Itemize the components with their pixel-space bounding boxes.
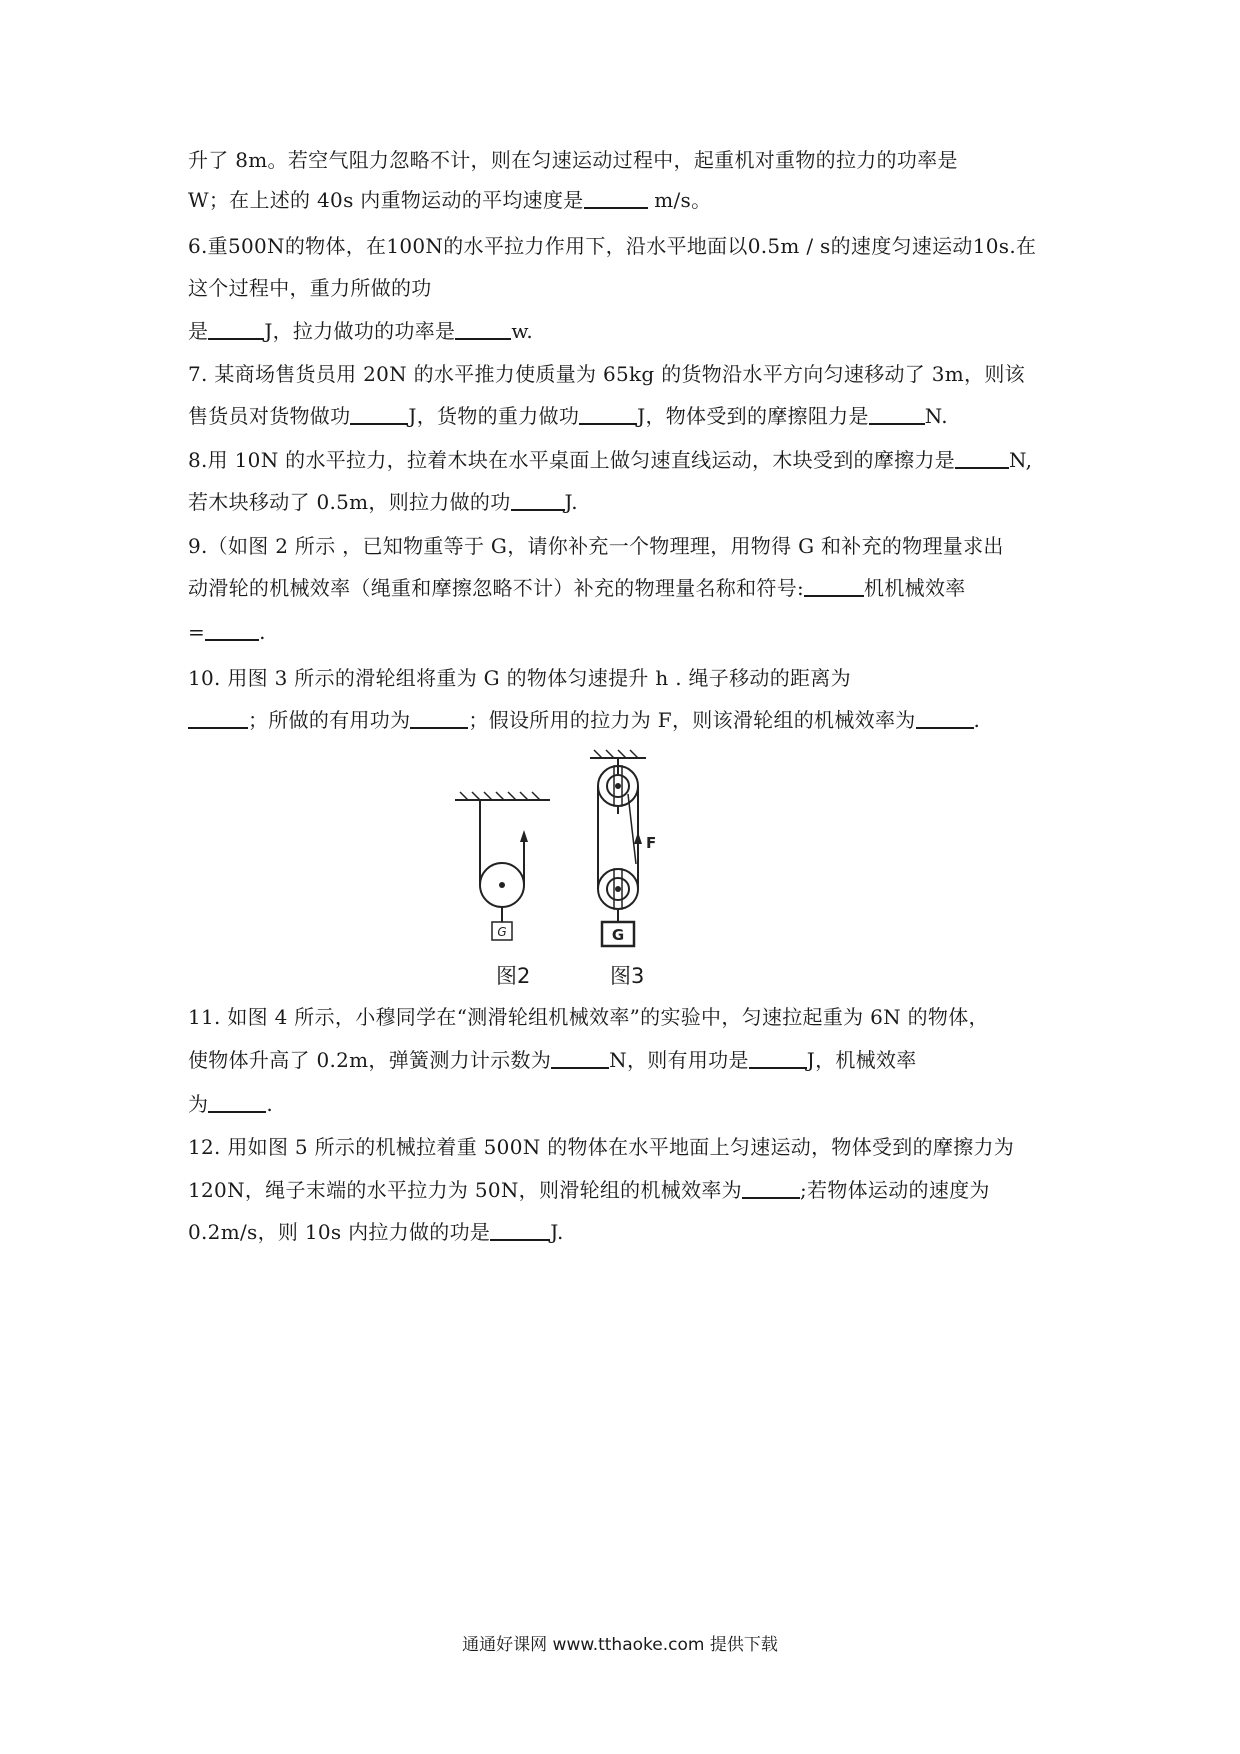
text-segment: N. xyxy=(924,404,948,428)
text-segment: ；所做的有用功为 xyxy=(248,708,411,732)
text-segment: 使物体升高了 0.2m，弹簧测力计示数为 xyxy=(188,1048,552,1072)
text-segment: 升了 8m。若空气阻力忽略不计，则在匀速运动过程中，起重机对重物的拉力的功率是 xyxy=(188,148,958,172)
ceiling-support xyxy=(590,750,646,758)
text-segment: J. xyxy=(564,490,578,514)
answer-blank[interactable] xyxy=(742,1177,800,1199)
movable-pulley-axle xyxy=(615,886,621,892)
text-segment: 12. 用如图 5 所示的机械拉着重 500N 的物体在水平地面上匀速运动，物体受到的摩擦力为 xyxy=(188,1135,1015,1159)
text-segment: . xyxy=(259,620,266,644)
figure-3-caption: 图3 xyxy=(610,964,645,988)
question-12-line xyxy=(188,1218,564,1246)
text-segment: ；假设所用的拉力为 F，则该滑轮组的机械效率为 xyxy=(468,708,916,732)
text-segment: = xyxy=(188,620,206,644)
text-segment: 为 xyxy=(188,1092,209,1116)
answer-blank[interactable] xyxy=(804,575,864,597)
text-segment: 这个过程中，重力所做的功 xyxy=(188,276,432,300)
text-segment: J，拉力做功的功率是 xyxy=(264,319,456,343)
text-line xyxy=(188,146,958,174)
weight-label: G xyxy=(611,926,625,944)
text-segment: . xyxy=(266,1092,273,1116)
question-11-line xyxy=(188,1003,989,1031)
answer-blank[interactable] xyxy=(350,403,408,425)
answer-blank[interactable] xyxy=(749,1047,807,1069)
arrow-up-icon xyxy=(634,832,642,844)
answer-blank[interactable] xyxy=(511,489,565,511)
question-8-line xyxy=(188,446,1032,474)
question-12-line xyxy=(188,1176,990,1204)
answer-blank[interactable] xyxy=(869,403,925,425)
figure-2-caption: 图2 xyxy=(496,964,531,988)
figure-3-pulley-block-diagram xyxy=(588,744,688,959)
text-segment: N，则有用功是 xyxy=(609,1048,749,1072)
question-6-line xyxy=(188,274,432,302)
answer-blank[interactable] xyxy=(410,707,468,729)
answer-blank[interactable] xyxy=(208,318,264,340)
ceiling-support xyxy=(455,792,550,800)
question-9-line xyxy=(188,618,266,646)
page-footer: 通通好课网 www.tthaoke.com 提供下载 xyxy=(462,1635,778,1655)
arrow-up-icon xyxy=(520,830,528,842)
text-segment: 若木块移动了 0.5m，则拉力做的功 xyxy=(188,490,511,514)
question-9-line xyxy=(188,532,1004,560)
text-segment: 11. 如图 4 所示，小穆同学在“测滑轮组机械效率”的实验中，匀速拉起重为 6N 的物体， xyxy=(188,1005,989,1029)
answer-blank[interactable] xyxy=(205,619,259,641)
text-segment: J，机械效率 xyxy=(806,1048,917,1072)
answer-blank[interactable] xyxy=(579,403,637,425)
text-segment: J，物体受到的摩擦阻力是 xyxy=(637,404,869,428)
answer-blank[interactable] xyxy=(551,1047,609,1069)
text-line xyxy=(188,186,711,214)
text-segment: w. xyxy=(511,319,534,343)
answer-blank[interactable] xyxy=(584,187,648,209)
answer-blank[interactable] xyxy=(455,318,511,340)
text-segment: J. xyxy=(550,1220,564,1244)
answer-blank[interactable] xyxy=(490,1219,550,1241)
text-segment: 10. 用图 3 所示的滑轮组将重为 G 的物体匀速提升 h . 绳子移动的距离为 xyxy=(188,666,851,690)
text-segment: 9.（如图 2 所示 ，已知物重等于 G，请你补充一个物理理，用物得 G 和补充的物理量求出 xyxy=(188,534,1004,558)
text-segment: W；在上述的 40s 内重物运动的平均速度是 xyxy=(188,188,584,212)
text-segment: 0.2m/s，则 10s 内拉力做的功是 xyxy=(188,1220,491,1244)
answer-blank[interactable] xyxy=(208,1091,266,1113)
question-10-line xyxy=(188,706,980,734)
question-7-line xyxy=(188,402,948,430)
figure-2-pulley-diagram xyxy=(450,780,560,955)
answer-blank[interactable] xyxy=(916,707,974,729)
question-9-line xyxy=(188,574,966,602)
text-segment: 售货员对货物做功 xyxy=(188,404,351,428)
question-11-line xyxy=(188,1090,273,1118)
text-segment: ;若物体运动的速度为 xyxy=(799,1178,990,1202)
weight-label: G xyxy=(497,925,507,939)
text-segment: m/s。 xyxy=(647,188,712,212)
question-6-line xyxy=(188,317,533,345)
answer-blank[interactable] xyxy=(188,707,248,729)
text-segment: . xyxy=(973,708,981,732)
question-8-line xyxy=(188,488,578,516)
text-segment: 7. 某商场售货员用 20N 的水平推力使质量为 65kg 的货物沿水平方向匀速移动了 3m，则该 xyxy=(188,362,1025,386)
text-segment: J，货物的重力做功 xyxy=(408,404,580,428)
text-segment: N, xyxy=(1009,448,1033,472)
text-segment: 动滑轮的机械效率（绳重和摩擦忽略不计）补充的物理量名称和符号: xyxy=(188,576,805,600)
question-6-line xyxy=(188,232,1036,260)
rope-segment xyxy=(628,794,636,864)
question-10-line xyxy=(188,664,851,692)
text-segment: 6.重500N的物体，在100N的水平拉力作用下，沿水平地面以0.5m / s的速度匀速运动10s.在 xyxy=(188,234,1037,258)
question-7-line xyxy=(188,360,1025,388)
pulley-axle xyxy=(499,882,505,888)
question-11-line xyxy=(188,1046,917,1074)
question-12-line xyxy=(188,1133,1014,1161)
answer-blank[interactable] xyxy=(955,447,1009,469)
force-label: F xyxy=(646,834,657,852)
text-segment: 120N，绳子末端的水平拉力为 50N，则滑轮组的机械效率为 xyxy=(188,1178,742,1202)
fixed-pulley-axle xyxy=(615,783,621,789)
text-segment: 8.用 10N 的水平拉力，拉着木块在水平桌面上做匀速直线运动，木块受到的摩擦力是 xyxy=(188,448,956,472)
text-segment: 机机械效率 xyxy=(864,576,966,600)
text-segment: 是 xyxy=(188,319,209,343)
